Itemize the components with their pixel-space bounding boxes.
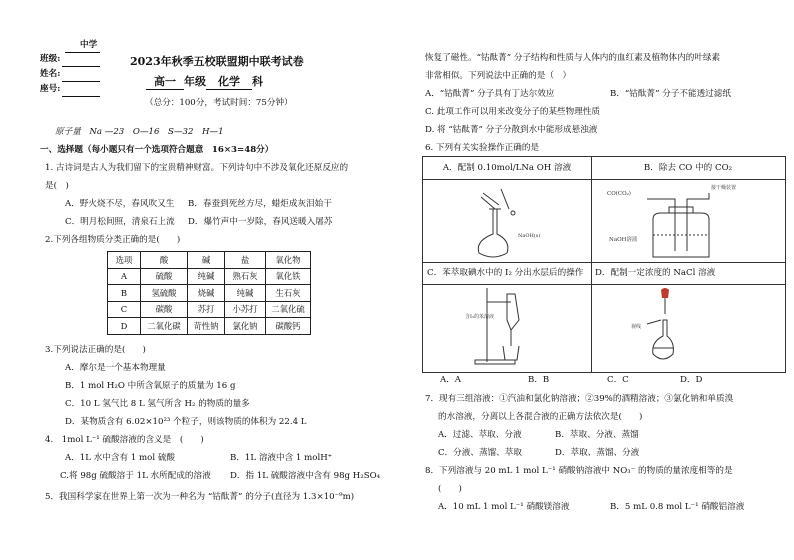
q5-option-c: C. 此项工作可以用来改变分子的某些物理性质: [425, 107, 601, 117]
table-cell: 苛性钠: [188, 318, 225, 335]
experiment-cell-c: [423, 262, 591, 372]
grade-subject-line: [146, 75, 263, 90]
exam-title: 2023年秋季五校联盟期中联考试卷: [130, 55, 304, 68]
gas-washing-bottle-diagram: [591, 179, 785, 262]
table-cell: 二氧化碳: [141, 318, 188, 335]
experiment-cell-a: [423, 157, 591, 262]
question-2: 2.下列各组物质分类正确的是( ): [45, 235, 181, 245]
class-field: [62, 66, 100, 67]
q7-option-b: B．萃取、分液、蒸馏: [555, 430, 639, 440]
q4-option-c: C.将 98g 硫酸溶于 1L 水所配成的溶液: [60, 471, 211, 481]
q1-option-c: C．明月松间照，清泉石上流: [65, 217, 175, 227]
cell-c-caption: C．苯萃取碘水中的 I₂ 分出水层后的操作: [423, 262, 591, 285]
table-cell: 氧化铁: [266, 268, 311, 285]
name-label: 姓名:: [40, 69, 61, 79]
q4-option-b: B．1L 溶液中含 1 molH⁺: [230, 453, 333, 463]
experiment-grid: [422, 156, 786, 373]
cell-a-caption: A．配制 0.10mol/LNa OH 溶液: [423, 157, 591, 180]
cell-d-caption: D．配制一定浓度的 NaCl 溶液: [591, 262, 785, 285]
q7-option-a: A．过滤、萃取、分液: [438, 430, 522, 440]
question-6: 6. 下列有关实验操作正确的是: [425, 143, 540, 153]
table-cell: 生石灰: [266, 285, 311, 302]
table-cell: 氯化钠: [225, 318, 266, 335]
dry-device-label: 接干燥装置: [711, 185, 737, 191]
table-row: [108, 268, 311, 285]
dropper-bulb: [661, 288, 669, 298]
table-row: [108, 301, 311, 318]
volumetric-flask-diagram: [423, 179, 591, 262]
school-label: 中学: [80, 40, 98, 50]
subject-suffix: 科: [252, 75, 263, 88]
table-row: [108, 318, 311, 335]
iodine-benzene-label: 含I₂的苯溶液: [465, 314, 494, 320]
class-label: 班级:: [40, 54, 61, 64]
table-header-cell: 氧化物: [266, 252, 311, 269]
table-cell: 熟石灰: [225, 268, 266, 285]
experiment-cell-d: [591, 262, 785, 372]
q5-option-a: A．“钴酞菁” 分子具有丁达尔效应: [425, 89, 555, 99]
q3-option-a: A．摩尔是一个基本物理量: [65, 363, 166, 373]
q7-option-d: D．萃取、蒸馏、分液: [555, 448, 640, 458]
q1-option-d: D．爆竹声中一岁除，春风送暖入屠苏: [188, 217, 333, 227]
dropper-flask-diagram: [591, 284, 785, 372]
table-cell: 硫酸: [141, 268, 188, 285]
question-8: 8．下列溶液与 20 mL 1 mol L⁻¹ 硝酸钠溶液中 NO₃⁻ 的物质的量浓度相等的是: [425, 466, 733, 476]
seat-label: 座号:: [40, 84, 61, 94]
question-8-cont: ( ): [438, 484, 462, 494]
q6-option-c: C．C: [607, 375, 629, 385]
q6-option-b: B．B: [528, 375, 550, 385]
atomic-masses: 原子量 Na —23 O—16 S—32 H—1: [55, 127, 224, 137]
q8-option-b: B．5 mL 0.8 mol L⁻¹ 硝酸铝溶液: [610, 502, 745, 512]
table-cell: 小苏打: [225, 301, 266, 318]
table-cell: 苏打: [188, 301, 225, 318]
q5-cont-2: 非常相似。下列说法中正确的是（ ）: [425, 71, 572, 81]
table-cell: B: [108, 285, 141, 302]
q6-option-d: D．D: [680, 375, 703, 385]
q8-option-a: A．10 mL 1 mol L⁻¹ 硝酸镁溶液: [438, 502, 570, 512]
question-4: 4. 1mol L⁻¹ 硫酸溶液的含义是 ( ): [45, 435, 204, 445]
cell-b-caption: B．除去 CO 中的 CO₂: [591, 157, 785, 180]
classification-table: [107, 251, 311, 335]
table-header-cell: 盐: [225, 252, 266, 269]
table-header-cell: 酸: [141, 252, 188, 269]
naoh-solid-label: NaOH(s): [518, 233, 541, 239]
seat-field: [62, 96, 100, 97]
sightline-label: 视线: [631, 324, 642, 330]
naoh-solution-label: NaOH溶液: [609, 237, 638, 243]
table-cell: A: [108, 268, 141, 285]
q4-option-d: D．指 1L 硫酸溶液中含有 98g H₂SO₄: [230, 471, 381, 481]
question-3: 3.下列说法正确的是( ): [45, 345, 146, 355]
question-5: 5．我国科学家在世界上第一次为一种名为 “钴酞菁” 的分子(直径为 1.3×10⁻⁹m): [45, 492, 355, 502]
table-cell: D: [108, 318, 141, 335]
q3-option-c: C．10 L 氢气比 8 L 氢气所含 H₂ 的物质的量多: [65, 399, 250, 409]
subject-value: 化学: [206, 75, 252, 90]
grade-value: 高一: [146, 75, 184, 90]
q7-option-c: C．分液、蒸馏、萃取: [438, 448, 522, 458]
name-field: [62, 81, 100, 82]
grade-suffix: 年级: [184, 75, 206, 88]
question-1: 1. 古诗词是古人为我们留下的宝贵精神财富。下列诗句中不涉及氧化还原反应的: [45, 163, 349, 173]
table-cell: C: [108, 301, 141, 318]
q3-option-d: D．某物质含有 6.02×10²³ 个粒子，则该物质的体积为 22.4 L: [65, 417, 307, 427]
table-cell: 碳酸: [141, 301, 188, 318]
score-info: （总分：100分，考试时间：75分钟）: [145, 98, 293, 108]
q1-option-a: A．野火烧不尽，春风吹又生: [65, 199, 175, 209]
table-cell: 烧碱: [188, 285, 225, 302]
section-heading: 一、选择题（每小题只有一个选项符合题意 16×3=48分）: [40, 145, 274, 155]
q5-option-b: B．“钴酞菁” 分子不能透过滤纸: [610, 89, 731, 99]
question-1-cont: 是( ): [45, 181, 69, 191]
question-7-cont: 的水溶液，分离以上各混合液的正确方法依次是( ): [438, 412, 643, 422]
q3-option-b: B．1 mol H₂O 中所含氧原子的质量为 16 g: [65, 381, 236, 391]
experiment-cell-b: [591, 157, 785, 262]
q5-cont-1: 恢复了磁性。“钴酞菁” 分子结构和性质与人体内的血红素及植物体内的叶绿素: [425, 53, 721, 63]
table-header-row: [108, 252, 311, 269]
separatory-funnel-diagram: [423, 284, 591, 372]
table-row: [108, 285, 311, 302]
q1-option-b: B．春蚕到死丝方尽，蜡炬成灰泪始干: [188, 199, 332, 209]
table-cell: 氢硫酸: [141, 285, 188, 302]
q4-option-a: A．1L 水中含有 1 mol 硫酸: [65, 453, 176, 463]
table-cell: 二氧化硫: [266, 301, 311, 318]
table-header-cell: 碱: [188, 252, 225, 269]
question-7: 7．现有三组溶液：①汽油和氯化钠溶液；②39%的酒精溶液；③氯化钠和单质溴: [425, 394, 734, 404]
q5-option-d: D. 将 “钴酞菁” 分子分散到水中能形成悬浊液: [425, 125, 598, 135]
q6-option-a: A．A: [440, 375, 462, 385]
table-cell: 纯碱: [188, 268, 225, 285]
school-underline: [65, 52, 100, 53]
table-cell: 碳酸钙: [266, 318, 311, 335]
table-header-cell: 选项: [108, 252, 141, 269]
table-cell: 纯碱: [225, 285, 266, 302]
co-label: CO(CO₂): [607, 191, 631, 197]
